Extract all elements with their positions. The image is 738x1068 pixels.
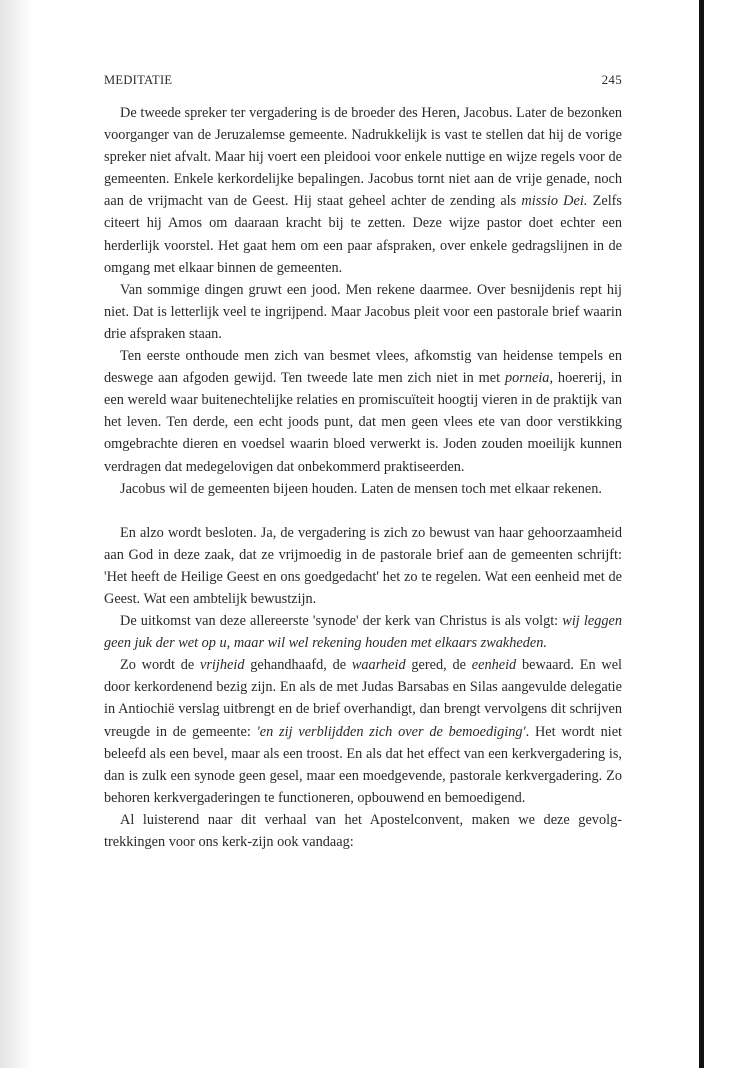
paragraph: De uitkomst van deze allereerste 'synode' der kerk van Christus is als volgt: wij leggen geen juk der wet op u, maar wil wel rekening houden met elkaars zwakheden. (104, 613, 622, 652)
paragraph: Zo wordt de vrijheid gehandhaafd, de waarheid gered, de eenheid bewaard. En wel door kerkordenend bezig zijn. En als de met Judas Barsabas en Silas aangevulde delegatie in Antiochië verslag uitbrengt en de brief overhandigt, dan brengt vervolgens dit schrijven vreugde in de gemeente: 'en zij verblijdden zich over de bemoediging'. Het wordt niet beleefd als een bevel, maar als een troost. En als dat het effect van een kerkvergadering is, dan is zulk een synode geen gesel, maar een moedgevende, pastorale kerkvergadering. Zo behoren kerkvergaderingen te functioneren, opbouwend en bemoedigend. (104, 657, 623, 806)
paragraph: Al luisterend naar dit verhaal van het Apostelconvent, maken we deze gevolgtrekkingen voor ons kerk-zijn ook vandaag: (104, 811, 622, 850)
page-number: 245 (601, 72, 622, 87)
paragraph: Jacobus wil de gemeenten bijeen houden. Laten de mensen toch met elkaar rekenen. (120, 480, 602, 497)
paragraph: En alzo wordt besloten. Ja, de vergadering is zich zo bewust van haar gehoorzaamheid aan God in deze zaak, dat ze vrijmoedig in de pastorale brief aan de gemeenten schrijft: 'Het heeft de Heilige Geest en ons goedgedacht' het zo te regelen. Wat een eenheid met de Geest. Wat een ambtelijk bewustzijn. (104, 524, 622, 607)
scan-shadow-left (0, 0, 32, 1068)
body-text (104, 102, 622, 853)
book-page (104, 72, 622, 853)
running-head (104, 72, 622, 94)
paragraph: De tweede spreker ter vergadering is de broeder des Heren, Jacobus. Later de bezonken voorganger van de Jeruzalemse gemeente. Nadrukkelijk is vast te stellen dat hij de vorige spreker niet afvalt. Maar hij voert een pleidooi voor enkele nuttige en wijze regels voor de gemeenten. Enkele kerkordelijke bepalingen. Jacobus tornt niet aan de vrije genade, noch aan de vrijmacht van de Geest. Hij staat geheel achter de zending als missio Dei. Zelfs citeert hij Amos om daaraan kracht bij te zetten. Deze wijze pastor doet echter een herderlijk voorstel. Het gaat hem om een paar afspraken, over enkele gedragslijnen in de omgang met elkaar binnen de gemeenten. (104, 105, 622, 276)
scan-border-right (699, 0, 704, 1068)
paragraph: Ten eerste onthoude men zich van besmet vlees, afkomstig van heidense tempels en deswege aan afgoden gewijd. Ten tweede late men zich niet in met porneia, hoererij, in een wereld waar buitenechtelijke relaties en promiscuïteit hoogtij vieren in de praktijk van het leven. Ten derde, een echt joods punt, dat men geen vlees ete van door verstikking omgebrachte dieren en voedsel waarin bloed verwerkt is. Joden zouden moeilijk kunnen verdragen dat medegelovigen dat onbekommerd praktiseerden. (104, 348, 622, 475)
section-break (104, 500, 622, 522)
running-title: MEDITATIE (104, 73, 173, 87)
paragraph: Van sommige dingen gruwt een jood. Men rekene daarmee. Over besnijdenis rept hij niet. Dat is letterlijk veel te ingrijpend. Maar Jacobus pleit voor een pastorale brief waarin drie afspraken staan. (104, 281, 622, 342)
